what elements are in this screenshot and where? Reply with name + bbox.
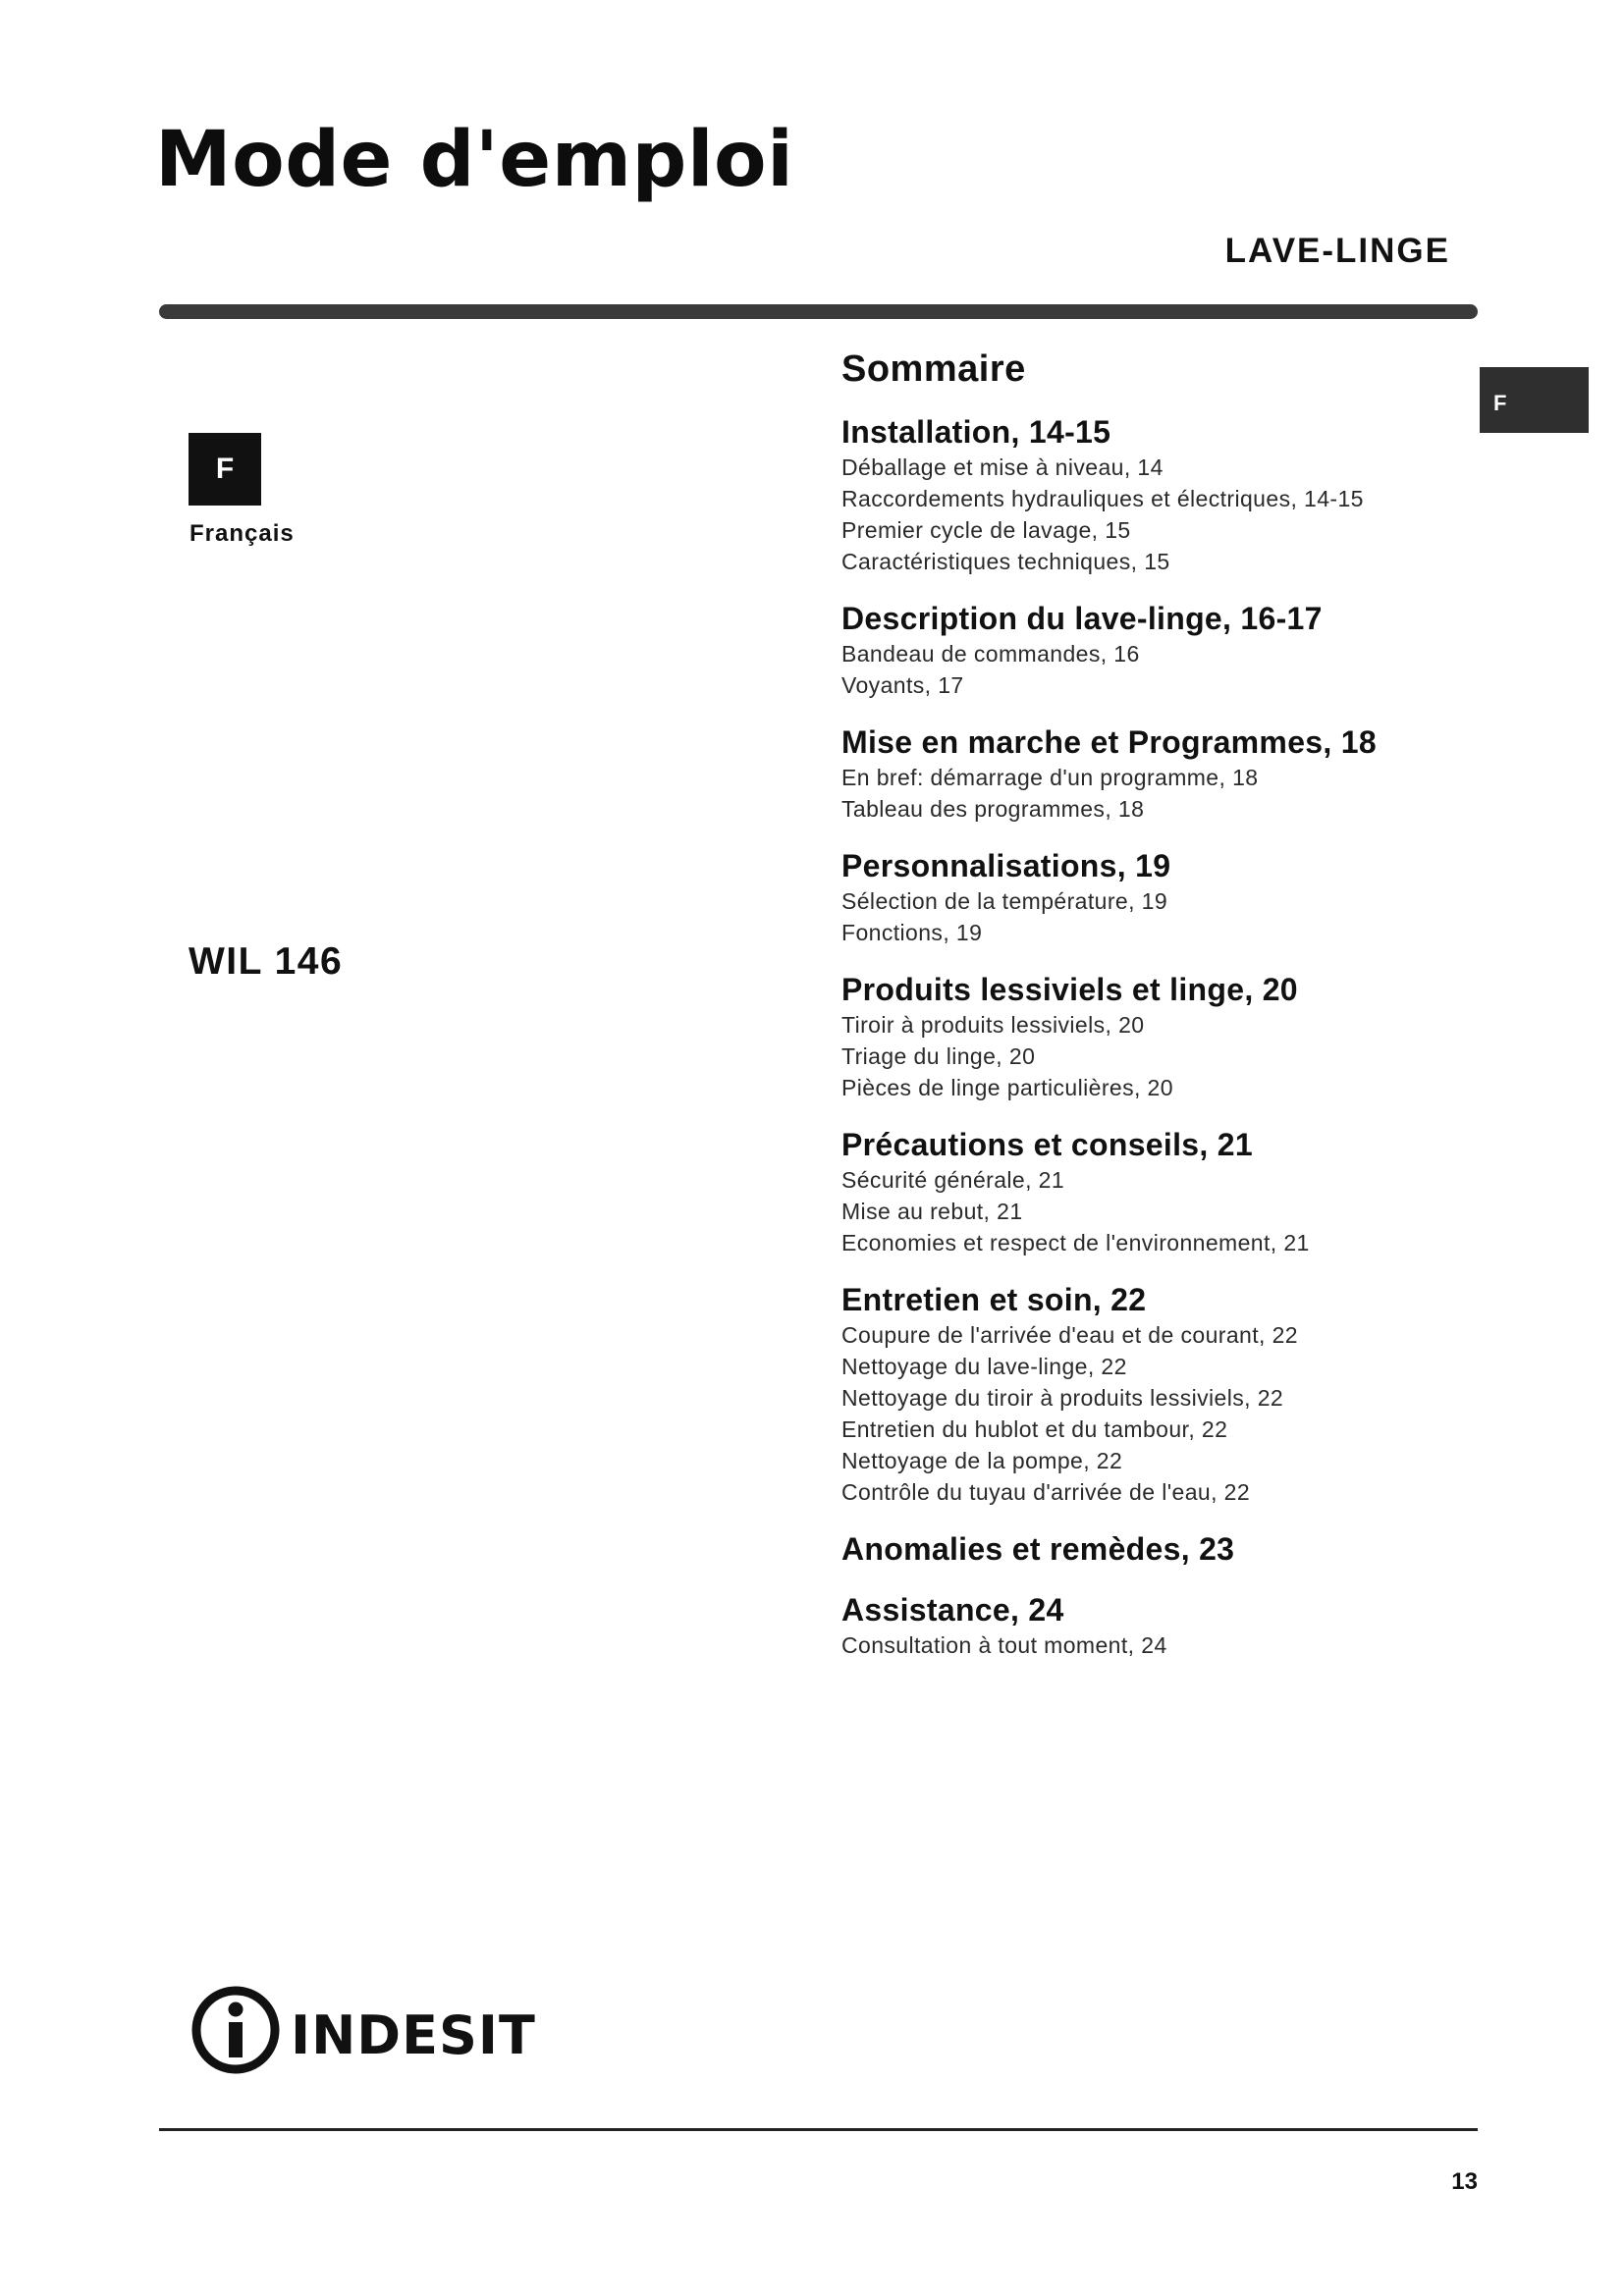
toc-item: Raccordements hydrauliques et électriques, 14-15 — [841, 486, 1364, 511]
toc-section-title: Précautions et conseils, 21 — [841, 1127, 1253, 1162]
language-label: Français — [189, 520, 295, 547]
toc-item-list — [841, 885, 1470, 948]
toc-item: Sécurité générale, 21 — [841, 1167, 1065, 1193]
toc-section — [841, 599, 1470, 701]
toc-section-title: Installation, 14-15 — [841, 414, 1111, 450]
indesit-logo — [188, 1981, 561, 2079]
toc-item: Caractéristiques techniques, 15 — [841, 549, 1170, 574]
toc-item-list — [841, 1164, 1470, 1258]
toc-item-list — [841, 1629, 1470, 1661]
toc-section — [841, 1280, 1470, 1508]
model-number: WIL 146 — [189, 940, 344, 983]
toc-item: Fonctions, 19 — [841, 920, 983, 945]
toc-item: Tiroir à produits lessiviels, 20 — [841, 1012, 1145, 1038]
table-of-contents — [841, 348, 1470, 1682]
toc-item: Tableau des programmes, 18 — [841, 796, 1145, 822]
toc-item: Coupure de l'arrivée d'eau et de courant, 22 — [841, 1322, 1298, 1348]
toc-item: Premier cycle de lavage, 15 — [841, 517, 1131, 543]
toc-item: Contrôle du tuyau d'arrivée de l'eau, 22 — [841, 1479, 1251, 1505]
toc-item-list — [841, 638, 1470, 701]
toc-item: Nettoyage de la pompe, 22 — [841, 1448, 1123, 1473]
brand-wordmark: INDESIT — [291, 2004, 536, 2066]
page-number: 13 — [1451, 2168, 1478, 2195]
toc-section-title: Mise en marche et Programmes, 18 — [841, 724, 1377, 760]
toc-item: Entretien du hublot et du tambour, 22 — [841, 1416, 1228, 1442]
toc-section-title: Description du lave-linge, 16-17 — [841, 601, 1323, 636]
language-code-badge: F — [189, 433, 261, 506]
toc-section-title: Assistance, 24 — [841, 1592, 1064, 1628]
toc-item-list — [841, 1319, 1470, 1508]
toc-section — [841, 1590, 1470, 1661]
toc-section — [841, 412, 1470, 577]
toc-section-title: Entretien et soin, 22 — [841, 1282, 1147, 1317]
toc-section — [841, 1125, 1470, 1258]
toc-section — [841, 722, 1470, 825]
toc-item: Voyants, 17 — [841, 672, 964, 698]
toc-item: Bandeau de commandes, 16 — [841, 641, 1140, 667]
toc-heading: Sommaire — [841, 348, 1026, 390]
toc-item-list — [841, 762, 1470, 825]
toc-item: Nettoyage du lave-linge, 22 — [841, 1354, 1127, 1379]
toc-item: Mise au rebut, 21 — [841, 1199, 1023, 1224]
toc-section-title: Produits lessiviels et linge, 20 — [841, 972, 1298, 1007]
toc-sections — [841, 412, 1470, 1661]
toc-section — [841, 846, 1470, 948]
product-type: LAVE-LINGE — [1224, 232, 1450, 270]
toc-item: Pièces de linge particulières, 20 — [841, 1075, 1173, 1100]
toc-item: Consultation à tout moment, 24 — [841, 1632, 1167, 1658]
footer-divider — [159, 2128, 1478, 2131]
toc-item: En bref: démarrage d'un programme, 18 — [841, 765, 1259, 790]
toc-item: Triage du linge, 20 — [841, 1043, 1036, 1069]
toc-item: Déballage et mise à niveau, 14 — [841, 454, 1164, 480]
toc-item: Economies et respect de l'environnement, 21 — [841, 1230, 1310, 1255]
toc-item: Sélection de la température, 19 — [841, 888, 1168, 914]
toc-section-title: Anomalies et remèdes, 23 — [841, 1531, 1235, 1567]
language-side-tab: F — [1480, 367, 1589, 433]
toc-item-list — [841, 452, 1470, 577]
toc-section — [841, 970, 1470, 1103]
header-divider — [159, 304, 1478, 319]
toc-section-title: Personnalisations, 19 — [841, 848, 1171, 883]
toc-item: Nettoyage du tiroir à produits lessiviels, 22 — [841, 1385, 1284, 1411]
page-title: Mode d'emploi — [155, 116, 794, 204]
indesit-i-circle-icon — [196, 1991, 275, 2069]
toc-section — [841, 1529, 1470, 1569]
toc-item-list — [841, 1009, 1470, 1103]
